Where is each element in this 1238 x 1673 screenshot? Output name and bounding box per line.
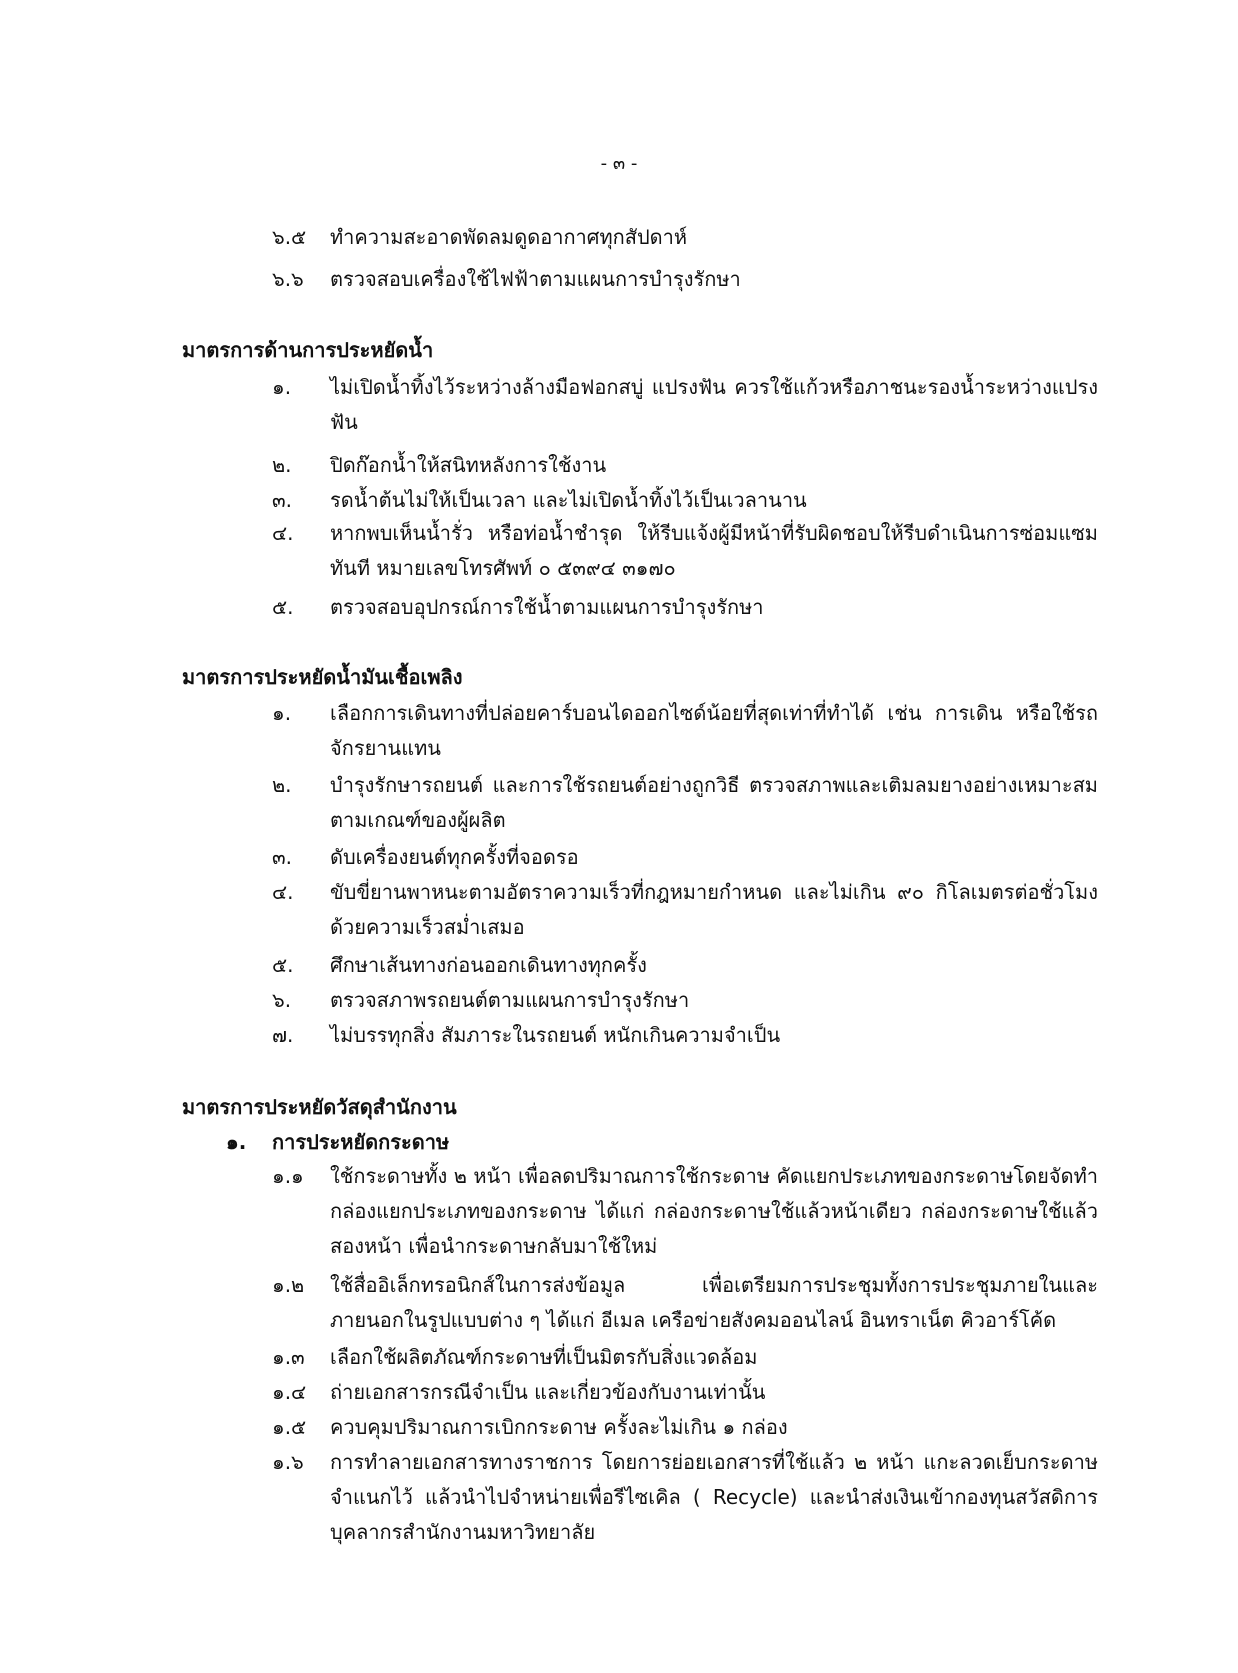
item-number: ๔. — [272, 521, 294, 545]
item-text: ไม่บรรทุกสิ่ง สัมภาระในรถยนต์ หนักเกินความจำเป็น — [330, 1023, 781, 1047]
section-heading: มาตรการด้านการประหยัดน้ำ — [182, 338, 434, 362]
item-number: ๑.๒ — [272, 1273, 305, 1297]
item-text: เลือกการเดินทางที่ปล่อยคาร์บอนไดออกไซด์น้อยที่สุดเท่าที่ทำได้ เช่น การเดิน หรือใช้รถจักรยานแทน — [330, 701, 1098, 760]
item-number: ๒. — [272, 453, 292, 477]
item-number: ๑.๓ — [272, 1345, 305, 1369]
item-text: ไม่เปิดน้ำทิ้งไว้ระหว่างล้างมือฟอกสบู่ แปรงฟัน ควรใช้แก้วหรือภาชนะรองน้ำระหว่างแปรงฟัน — [330, 375, 1098, 434]
item-number: ๔. — [272, 880, 294, 904]
item-text: ศึกษาเส้นทางก่อนออกเดินทางทุกครั้ง — [330, 953, 647, 977]
item-text: ใช้กระดาษทั้ง ๒ หน้า เพื่อลดปริมาณการใช้กระดาษ คัดแยกประเภทของกระดาษโดยจัดทำกล่องแยกประเภทของกระดาษ ได้แก่ กล่องกระดาษใช้แล้วหน้าเดียว กล่องกระดาษใช้แล้วสองหน้า เพื่อนำกระดาษกลับมาใช้ใหม่ — [330, 1164, 1098, 1258]
section-heading: มาตรการประหยัดน้ำมันเชื้อเพลิง — [182, 665, 463, 689]
item-number: ๑. — [272, 701, 292, 725]
item-text: ดับเครื่องยนต์ทุกครั้งที่จอดรอ — [330, 845, 579, 869]
item-number: ๓. — [272, 845, 293, 869]
item-number: ๑.๖ — [272, 1450, 304, 1474]
item-number: ๖. — [272, 988, 292, 1012]
item-number: ๕. — [272, 953, 294, 977]
item-text: ตรวจสภาพรถยนต์ตามแผนการบำรุงรักษา — [330, 988, 690, 1012]
item-number: ๕. — [272, 595, 294, 619]
item-number: ๖.๕ — [272, 225, 307, 249]
item-text: ทำความสะอาดพัดลมดูดอากาศทุกสัปดาห์ — [330, 225, 688, 249]
item-number: ๑.๕ — [272, 1415, 307, 1439]
item-text: ตรวจสอบอุปกรณ์การใช้น้ำตามแผนการบำรุงรักษา — [330, 595, 764, 619]
item-number: ๖.๖ — [272, 267, 304, 291]
item-text: ถ่ายเอกสารกรณีจำเป็น และเกี่ยวข้องกับงานเท่านั้น — [330, 1380, 766, 1404]
item-text: รดน้ำต้นไม่ให้เป็นเวลา และไม่เปิดน้ำทิ้งไว้เป็นเวลานาน — [330, 488, 807, 512]
subsection-title: การประหยัดกระดาษ — [272, 1130, 450, 1154]
item-text: ควบคุมปริมาณการเบิกกระดาษ ครั้งละไม่เกิน ๑ กล่อง — [330, 1415, 788, 1439]
item-number: ๒. — [272, 773, 292, 797]
item-number: ๑.๑ — [272, 1164, 304, 1188]
item-text: ใช้สื่ออิเล็กทรอนิกส์ในการส่งข้อมูล เพื่อเตรียมการประชุมทั้งการประชุมภายในและภายนอกในรูปแบบต่าง ๆ ได้แก่ อีเมล เครือข่ายสังคมออนไลน์ อินทราเน็ต คิวอาร์โค้ด — [330, 1273, 1098, 1332]
section-heading: มาตรการประหยัดวัสดุสำนักงาน — [182, 1095, 457, 1119]
item-number: ๑.๔ — [272, 1380, 307, 1404]
item-text: ปิดก๊อกน้ำให้สนิทหลังการใช้งาน — [330, 453, 607, 477]
item-text: ตรวจสอบเครื่องใช้ไฟฟ้าตามแผนการบำรุงรักษา — [330, 267, 741, 291]
item-text: หากพบเห็นน้ำรั่ว หรือท่อน้ำชำรุด ให้รีบแจ้งผู้มีหน้าที่รับผิดชอบให้รีบดำเนินการซ่อมแซมทันที หมายเลขโทรศัพท์ ๐ ๕๓๙๔ ๓๑๗๐ — [330, 521, 1098, 580]
item-text: การทำลายเอกสารทางราชการ โดยการย่อยเอกสารที่ใช้แล้ว ๒ หน้า แกะลวดเย็บกระดาษจำแนกไว้ แล้วนำไปจำหน่ายเพื่อรีไซเคิล ( Recycle) และนำส่งเงินเข้ากองทุนสวัสดิการบุคลากรสำนักงานมหาวิทยาลัย — [330, 1450, 1098, 1544]
item-text: เลือกใช้ผลิตภัณฑ์กระดาษที่เป็นมิตรกับสิ่งแวดล้อม — [330, 1345, 758, 1369]
item-number: ๑. — [272, 375, 292, 399]
item-text: บำรุงรักษารถยนต์ และการใช้รถยนต์อย่างถูกวิธี ตรวจสภาพและเติมลมยางอย่างเหมาะสมตามเกณฑ์ของผู้ผลิต — [330, 773, 1098, 832]
subsection-number: ๑. — [226, 1130, 247, 1154]
item-text: ขับขี่ยานพาหนะตามอัตราความเร็วที่กฎหมายกำหนด และไม่เกิน ๙๐ กิโลเมตรต่อชั่วโมงด้วยความเร็วสม่ำเสมอ — [330, 880, 1098, 939]
item-number: ๓. — [272, 488, 293, 512]
item-number: ๗. — [272, 1023, 294, 1047]
page-number: - ๓ - — [600, 153, 638, 174]
